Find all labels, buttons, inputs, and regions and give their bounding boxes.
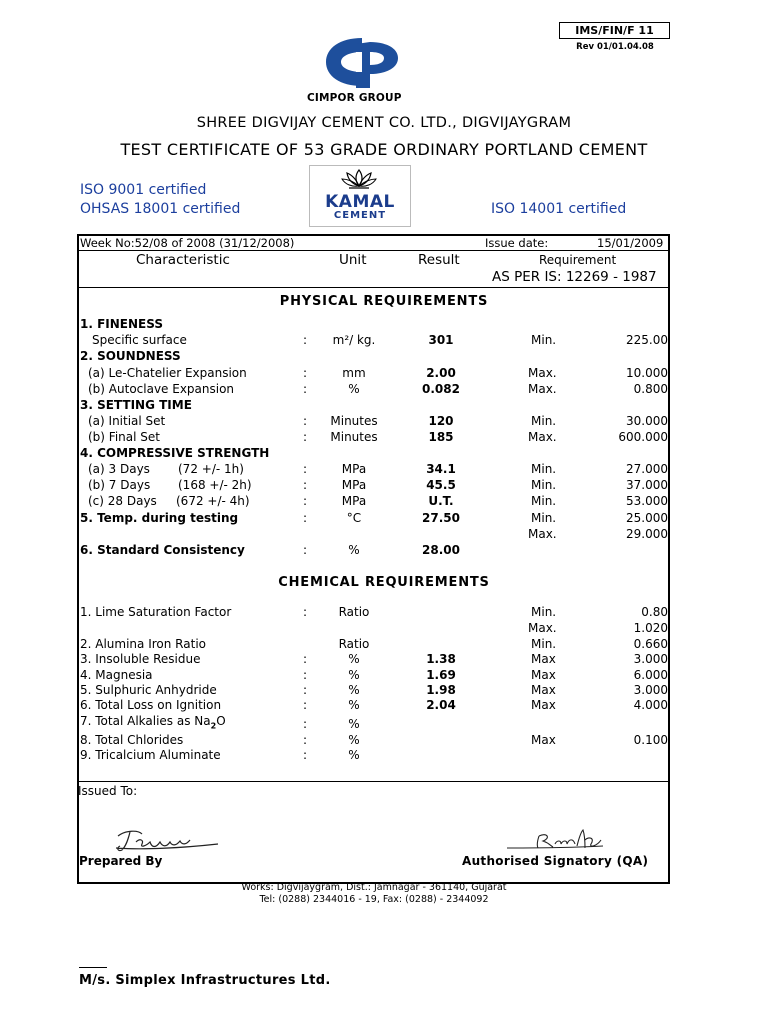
row-condition: Min.	[531, 494, 557, 508]
row-condition: Max.	[528, 430, 557, 444]
row-unit: mm	[342, 366, 366, 380]
row-limit: 37.000	[626, 478, 668, 492]
row-limit: 3.000	[633, 652, 668, 666]
alkalies-label: 7. Total Alkalies as Na	[80, 714, 211, 728]
company-name: SHREE DIGVIJAY CEMENT CO. LTD., DIGVIJAYGRAM	[196, 115, 572, 131]
row-unit: MPa	[341, 462, 367, 476]
section-label: 4. COMPRESSIVE STRENGTH	[80, 446, 270, 460]
row-colon: :	[303, 652, 308, 666]
row-limit: 0.660	[633, 637, 668, 651]
row-unit: %	[348, 652, 360, 666]
row-colon: :	[303, 668, 308, 682]
row-colon: :	[303, 494, 308, 508]
row-limit: 29.000	[626, 527, 668, 541]
row-tolerance: (168 +/- 2h)	[178, 478, 252, 492]
col-unit: Unit	[339, 252, 367, 268]
row-unit: %	[348, 748, 360, 762]
row-limit: 225.00	[626, 333, 668, 347]
row-unit: %	[348, 543, 360, 557]
row-label: (a) Initial Set	[88, 414, 166, 428]
row-unit: %	[348, 717, 360, 731]
contact-info: Tel: (0288) 2344016 - 19, Fax: (0288) - 2344092	[259, 894, 489, 905]
certificate-title: TEST CERTIFICATE OF 53 GRADE ORDINARY PORTLAND CEMENT	[120, 140, 648, 159]
certificate-table	[77, 234, 670, 884]
customer-name: M/s. Simplex Infrastructures Ltd.	[79, 973, 331, 988]
row-label: (c) 28 Days	[88, 494, 157, 508]
iso14001-cert: ISO 14001 certified	[491, 201, 627, 217]
row-tolerance: (72 +/- 1h)	[178, 462, 244, 476]
row-condition: Max	[531, 733, 556, 747]
row-colon: :	[303, 333, 308, 347]
row-limit: 30.000	[626, 414, 668, 428]
row-condition: Max.	[528, 621, 557, 635]
customer-underline	[79, 967, 107, 968]
group-name: CIMPOR GROUP	[307, 92, 402, 104]
row-result: 2.00	[426, 366, 456, 380]
row-colon: :	[303, 462, 308, 476]
section-label: 3. SETTING TIME	[80, 398, 192, 412]
row-label: 4. Magnesia	[80, 668, 153, 682]
row-colon: :	[303, 430, 308, 444]
row-colon: :	[303, 414, 308, 428]
row-limit: 1.020	[633, 621, 668, 635]
row-colon: :	[303, 605, 308, 619]
row-condition: Max	[531, 683, 556, 697]
row-unit: m²/ kg.	[332, 333, 376, 347]
signatory-label: Authorised Signatory (QA)	[462, 854, 649, 868]
row-unit: %	[348, 683, 360, 697]
row-label: (b) Autoclave Expansion	[88, 382, 235, 396]
row-limit: 6.000	[633, 668, 668, 682]
row-label: 2. Alumina Iron Ratio	[80, 637, 206, 651]
row-colon: :	[303, 683, 308, 697]
divider	[77, 781, 670, 782]
section-label: 1. FINENESS	[80, 317, 163, 331]
row-condition: Min.	[531, 637, 557, 651]
row-limit: 0.100	[633, 733, 668, 747]
row-limit: 0.800	[633, 382, 668, 396]
row-colon: :	[303, 717, 308, 731]
row-limit: 25.000	[626, 511, 668, 525]
row-result: 45.5	[426, 478, 456, 492]
divider	[77, 250, 670, 251]
row-limit: 10.000	[626, 366, 668, 380]
cimpor-logo-icon	[322, 34, 402, 90]
row-label: (b) Final Set	[88, 430, 160, 444]
row-limit: 3.000	[633, 683, 668, 697]
row-result: 1.69	[426, 668, 456, 682]
row-limit: 53.000	[626, 494, 668, 508]
preparer-signature-icon	[112, 826, 222, 856]
row-colon: :	[303, 543, 308, 557]
row-condition: Min.	[531, 605, 557, 619]
row-condition: Max	[531, 652, 556, 666]
prepared-by-label: Prepared By	[79, 854, 163, 868]
row-condition: Min.	[531, 414, 557, 428]
row-label: 5. Sulphuric Anhydride	[80, 683, 217, 697]
row-unit: %	[348, 668, 360, 682]
row-unit: MPa	[341, 478, 367, 492]
row-colon: :	[303, 478, 308, 492]
col-requirement: Requirement	[539, 253, 617, 267]
row-condition: Min.	[531, 511, 557, 525]
row-result: 120	[428, 414, 454, 428]
row-result: U.T.	[428, 494, 454, 508]
lotus-icon	[341, 168, 377, 190]
row-label: 3. Insoluble Residue	[80, 652, 201, 666]
row-label: 6. Total Loss on Ignition	[80, 698, 222, 712]
row-label: 6. Standard Consistency	[80, 543, 245, 557]
revision-number: Rev 01/01.04.08	[576, 42, 654, 52]
physical-heading: PHYSICAL REQUIREMENTS	[279, 294, 489, 309]
row-label: (a) 3 Days	[88, 462, 150, 476]
row-condition: Max.	[528, 527, 557, 541]
standard-reference: AS PER IS: 12269 - 1987	[492, 269, 657, 285]
row-unit: %	[348, 698, 360, 712]
row-condition: Max	[531, 668, 556, 682]
row-result: 28.00	[422, 543, 460, 557]
week-number: Week No:52/08 of 2008 (31/12/2008)	[80, 236, 295, 250]
row-condition: Min.	[531, 478, 557, 492]
section-label: 2. SOUNDNESS	[80, 349, 181, 363]
row-condition: Max.	[528, 366, 557, 380]
row-unit: %	[348, 382, 360, 396]
row-label: 9. Tricalcium Aluminate	[80, 748, 221, 762]
col-result: Result	[418, 252, 460, 268]
row-result: 301	[428, 333, 454, 347]
row-limit: 0.80	[641, 605, 668, 619]
row-condition: Min.	[531, 462, 557, 476]
row-unit: Ratio	[338, 605, 370, 619]
iso9001-cert: ISO 9001 certified	[80, 182, 207, 198]
issue-date: 15/01/2009	[597, 236, 664, 250]
row-condition: Max.	[528, 382, 557, 396]
row-label	[80, 714, 226, 730]
ohsas-cert: OHSAS 18001 certified	[80, 201, 241, 217]
row-condition: Max	[531, 698, 556, 712]
chemical-heading: CHEMICAL REQUIREMENTS	[278, 575, 490, 590]
row-result: 185	[428, 430, 454, 444]
row-limit: 600.000	[618, 430, 668, 444]
row-label: 1. Lime Saturation Factor	[80, 605, 232, 619]
issue-date-label: Issue date:	[485, 236, 549, 250]
row-result: 27.50	[422, 511, 460, 525]
row-colon: :	[303, 511, 308, 525]
brand-subtitle: CEMENT	[333, 210, 387, 221]
row-unit: Ratio	[338, 637, 370, 651]
col-characteristic: Characteristic	[136, 252, 230, 268]
row-limit: 4.000	[633, 698, 668, 712]
row-label: Specific surface	[92, 333, 187, 347]
alkalies-label-end: O	[216, 714, 226, 728]
row-colon: :	[303, 698, 308, 712]
brand-name: KAMAL	[325, 192, 395, 212]
divider	[77, 287, 670, 288]
row-result: 0.082	[422, 382, 460, 396]
row-label: 8. Total Chlorides	[80, 733, 184, 747]
row-label: (a) Le-Chatelier Expansion	[88, 366, 247, 380]
row-result: 34.1	[426, 462, 456, 476]
row-limit: 27.000	[626, 462, 668, 476]
row-result: 1.38	[426, 652, 456, 666]
works-address: Works: Digvijaygram, Dist.: Jamnagar - 361140, Gujarat	[241, 882, 507, 893]
document-number: IMS/FIN/F 11	[559, 22, 670, 39]
row-label: 5. Temp. during testing	[80, 511, 239, 525]
alkalies-subscript: 2	[210, 721, 217, 731]
row-label: (b) 7 Days	[88, 478, 151, 492]
row-unit: MPa	[341, 494, 367, 508]
row-unit: °C	[346, 511, 362, 525]
row-colon: :	[303, 748, 308, 762]
row-colon: :	[303, 382, 308, 396]
signatory-signature-icon	[505, 826, 605, 854]
row-tolerance: (672 +/- 4h)	[176, 494, 250, 508]
row-result: 2.04	[426, 698, 456, 712]
row-colon: :	[303, 366, 308, 380]
row-condition: Min.	[531, 333, 557, 347]
row-unit: Minutes	[330, 414, 378, 428]
row-unit: %	[348, 733, 360, 747]
issued-to-label: Issued To:	[78, 784, 138, 798]
row-result: 1.98	[426, 683, 456, 697]
row-colon: :	[303, 733, 308, 747]
row-unit: Minutes	[330, 430, 378, 444]
